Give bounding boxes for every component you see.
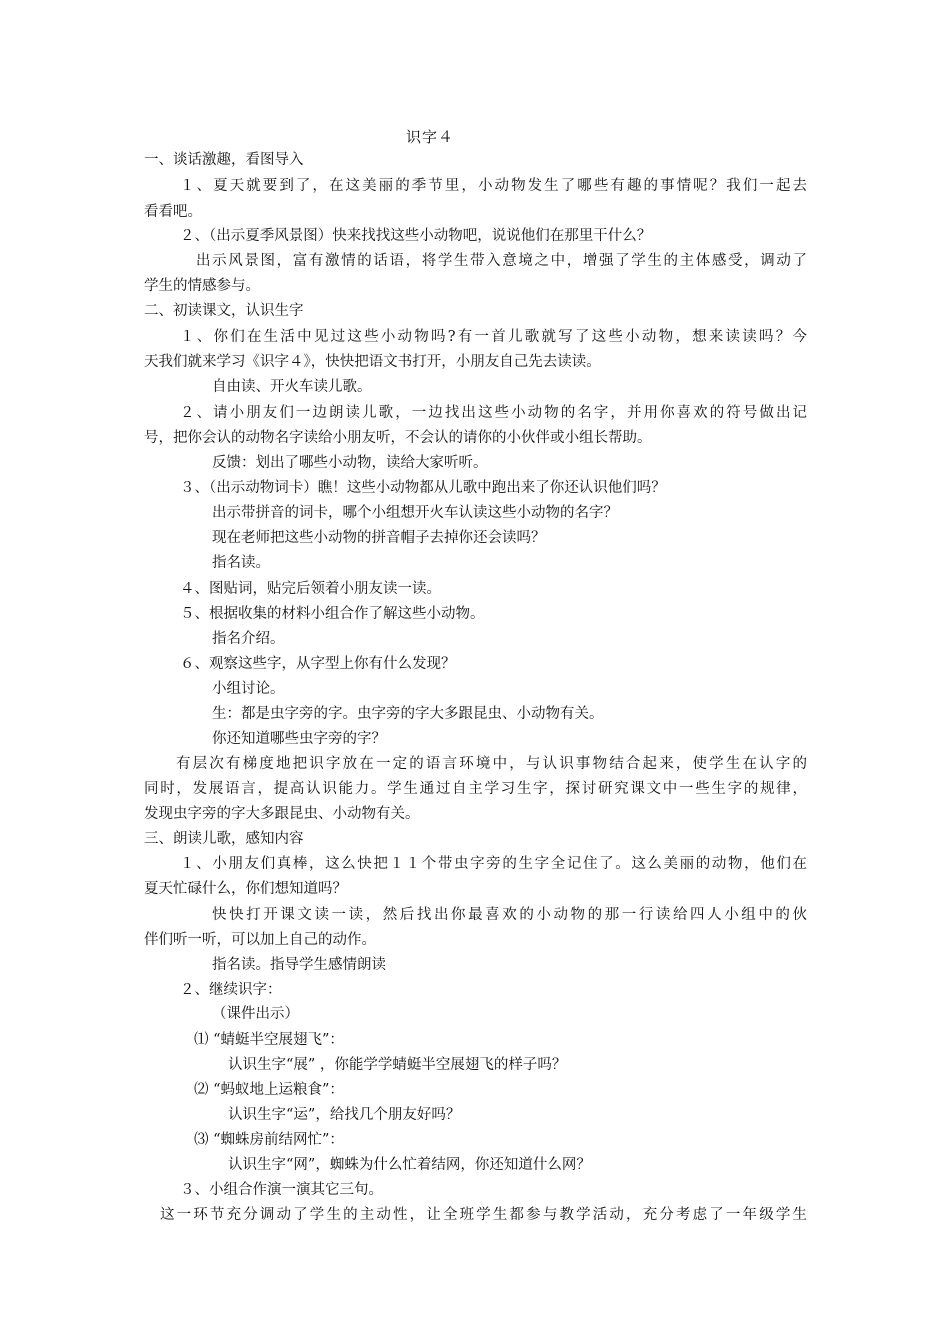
paragraph-line: 指名介绍。 [212,631,285,647]
section-heading: 三、朗读儿歌，感知内容 [144,831,304,847]
section-heading: 一、谈话激趣，看图导入 [144,152,304,168]
list-item: ⑵ “蚂蚁地上运粮食”： [194,1082,344,1098]
paragraph-line: ２、继续识字： [180,982,282,998]
list-item: ⑴ “蜻蜓半空展翅飞”： [194,1032,344,1048]
document-title: 识字４ [405,128,454,146]
paragraph-line: ３、小组合作演一演其它三句。 [180,1182,383,1198]
paragraph-line: ２、（出示夏季风景图）快来找找这些小动物吧，说说他们在那里干什么？ [180,228,652,244]
paragraph-line: 这一环节充分调动了学生的主动性，让全班学生都参与教学活动，充分考虑了一年级学生 [160,1207,807,1223]
paragraph-line: 出示带拼音的词卡，哪个小组想开火车认读这些小动物的名字？ [212,505,618,521]
paragraph-line: 自由读、开火车读儿歌。 [212,379,372,395]
paragraph-line: 认识生字“运”，给找几个朋友好吗？ [228,1107,461,1123]
paragraph-line: 同时，发展语言，提高认识能力。学生通过自主学习生字，探讨研究课文中一些生字的规律， [144,781,807,797]
paragraph-line: １、你们在生活中见过这些小动物吗?有一首儿歌就写了这些小动物，想来读读吗？今 [180,329,807,345]
paragraph-line: 指名读。 [212,555,270,571]
paragraph-line: １、小朋友们真棒，这么快把１１个带虫字旁的生字全记住了。这么美丽的动物，他们在 [180,856,807,872]
paragraph-line: 你还知道哪些虫字旁的字？ [212,731,386,747]
paragraph-line: 发现虫字旁的字大多跟昆虫、小动物有关。 [144,806,420,822]
paragraph-line: 认识生字“展” ，你能学学蜻蜓半空展翅飞的样子吗？ [228,1057,567,1073]
paragraph-line: 小组讨论。 [212,681,285,697]
section-heading: 二、初读课文，认识生字 [144,303,304,319]
list-item: ⑶ “蜘蛛房前结网忙”： [194,1132,344,1148]
paragraph-line: 学生的情感参与。 [144,278,260,294]
paragraph-line: （课件出示） [212,1006,299,1022]
paragraph-line: 夏天忙碌什么，你们想知道吗？ [144,881,347,897]
paragraph-line: ５、根据收集的材料小组合作了解这些小动物。 [180,606,485,622]
paragraph-line: 有层次有梯度地把识字放在一定的语言环境中，与认识事物结合起来，使学生在认字的 [176,756,807,772]
paragraph-line: ３、（出示动物词卡）瞧！这些小动物都从儿歌中跑出来了你还认识他们吗？ [180,480,666,496]
paragraph-line: ２、请小朋友们一边朗读儿歌，一边找出这些小动物的名字，并用你喜欢的符号做出记 [180,405,807,421]
paragraph-line: 出示风景图，富有激情的话语，将学生带入意境之中，增强了学生的主体感受，调动了 [196,253,807,269]
paragraph-line: ６、观察这些字，从字型上你有什么发现？ [180,656,456,672]
paragraph-line: 指名读。指导学生感情朗读 [212,957,386,973]
paragraph-line: 看看吧。 [144,204,202,220]
paragraph-line: １、夏天就要到了，在这美丽的季节里，小动物发生了哪些有趣的事情呢？我们一起去 [180,178,807,194]
paragraph-line: 现在老师把这些小动物的拼音帽子去掉你还会读吗？ [212,530,546,546]
paragraph-line: 认识生字“网”，蜘蛛为什么忙着结网，你还知道什么网？ [228,1157,591,1173]
paragraph-line: 号，把你会认的动物名字读给小朋友听，不会认的请你的小伙伴或小组长帮助。 [144,430,652,446]
paragraph-line: 快快打开课文读一读，然后找出你最喜欢的小动物的那一行读给四人小组中的伙 [212,907,807,923]
paragraph-line: 伴们听一听，可以加上自己的动作。 [144,932,376,948]
paragraph-line: 生：都是虫字旁的字。虫字旁的字大多跟昆虫、小动物有关。 [212,706,604,722]
paragraph-line: ４、图贴词，贴完后领着小朋友读一读。 [180,581,441,597]
paragraph-line: 反馈：划出了哪些小动物，读给大家听听。 [212,455,488,471]
paragraph-line: 天我们就来学习《识字４》，快快把语文书打开，小朋友自己先去读读。 [144,354,601,370]
